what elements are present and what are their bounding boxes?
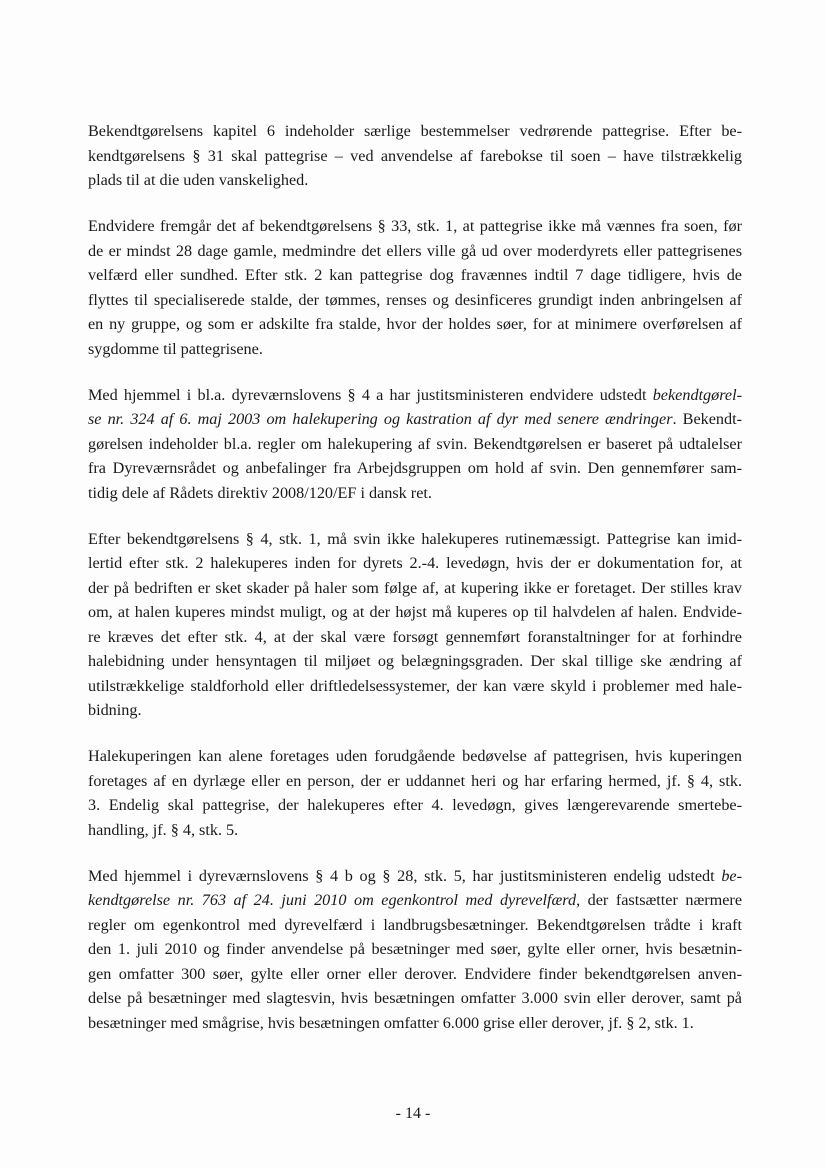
text-line: [88, 551, 742, 576]
text-line: [88, 674, 742, 699]
page-number: - 14 -: [395, 1105, 431, 1122]
text-segment: handling, jf. § 4, stk. 5.: [88, 820, 239, 839]
text-segment: Efter bekendtgørelsens § 4, stk. 1, må svin ikke halekuperes rutinemæssigt. Pattegrise kan imid-: [88, 529, 742, 548]
text-segment: 3. Endelig skal pattegrise, der halekuperes efter 4. levedøgn, gives længerevarende smertebe-: [88, 796, 742, 814]
text-segment: besætninger med smågrise, hvis besætningen omfatter 6.000 grise eller derover, jf. § 2, stk. 1.: [88, 1013, 694, 1032]
text-line: [88, 456, 742, 481]
text-line: [88, 600, 742, 625]
paragraph: [88, 383, 742, 506]
document-body: [88, 119, 742, 1057]
text-line: [88, 214, 742, 239]
text-line: [88, 312, 742, 337]
text-segment: foretages af en dyrlæge eller en person, der er uddannet heri og har erfaring hermed, jf. § 4, stk.: [88, 771, 742, 790]
text-line: [88, 625, 742, 650]
text-line: [88, 937, 742, 962]
text-segment: halebidning under hensyntagen til miljøet og belægningsgraden. Der skal tillige ske ændring af: [88, 652, 742, 670]
text-line: [88, 337, 742, 362]
text-segment: den 1. juli 2010 og finder anvendelse på besætninger med søer, gylte eller orner, hvis besætnin-: [88, 940, 742, 958]
paragraph: [88, 527, 742, 723]
text-segment: Halekuperingen kan alene foretages uden forudgående bedøvelse af pattegrisen, hvis kuperingen: [88, 747, 742, 765]
text-segment: gørelsen indeholder bl.a. regler om halekupering af svin. Bekendtgørelsen er baseret på udtalelser: [88, 434, 742, 453]
text-segment: flyttes til specialiserede stalde, der tømmes, renses og desinficeres grundigt inden anbringelsen af: [88, 290, 742, 309]
text-line: [88, 144, 742, 169]
text-segment: sygdomme til pattegrisene.: [88, 339, 263, 358]
text-segment: . Bekendt-: [672, 410, 742, 428]
paragraph: [88, 864, 742, 1036]
text-line: [88, 888, 742, 913]
text-line: [88, 119, 742, 144]
paragraph: [88, 744, 742, 842]
text-line: [88, 1011, 742, 1036]
text-line: [88, 962, 742, 987]
text-segment: regler om egenkontrol med dyrevelfærd i landbrugsbesætninger. Bekendtgørelsen trådte i kraft: [88, 915, 742, 934]
text-line: [88, 527, 742, 552]
text-line: [88, 986, 742, 1011]
text-segment: lertid efter stk. 2 halekuperes inden for dyrets 2.-4. levedøgn, hvis der er dokumentation for, at: [88, 554, 742, 572]
text-segment: der på bedriften er sket skader på haler som følge af, at kupering ikke er foretaget. Der stilles krav: [88, 578, 742, 597]
italic-citation: be-: [721, 866, 742, 885]
text-segment: fra Dyreværnsrådet og anbefalinger fra Arbejdsgruppen om hold af svin. Den gennemfører sam-: [88, 459, 742, 477]
text-line: [88, 432, 742, 457]
text-segment: , der fastsætter nærmere: [576, 891, 743, 909]
text-line: [88, 649, 742, 674]
italic-citation: kendtgørelse nr. 763 af 24. juni 2010 om egenkontrol med dyrevelfærd: [88, 891, 577, 909]
text-line: [88, 769, 742, 794]
text-line: [88, 698, 742, 723]
text-line: [88, 793, 742, 818]
text-segment: plads til at die uden vanskelighed.: [88, 171, 309, 189]
text-line: [88, 818, 742, 843]
text-line: [88, 407, 742, 432]
text-line: [88, 481, 742, 506]
italic-citation: bekendtgørel-: [652, 385, 742, 404]
text-segment: re kræves det efter stk. 4, at der skal være forsøgt gennemført foranstaltninger for at forhindre: [88, 627, 742, 646]
text-segment: en ny gruppe, og som er adskilte fra stalde, hvor der holdes søer, for at minimere overførelsen af: [88, 315, 742, 333]
text-line: [88, 263, 742, 288]
text-line: [88, 239, 742, 264]
paragraph: [88, 214, 742, 361]
text-segment: tidig dele af Rådets direktiv 2008/120/EF i dansk ret.: [88, 483, 432, 502]
italic-citation: se nr. 324 af 6. maj 2003 om halekupering og kastration af dyr med senere ændringer: [88, 410, 673, 428]
text-line: [88, 383, 742, 408]
text-line: [88, 864, 742, 889]
text-segment: gen omfatter 300 søer, gylte eller orner eller derover. Endvidere finder bekendtgørelsen anven-: [88, 964, 742, 983]
text-line: [88, 744, 742, 769]
text-line: [88, 168, 742, 193]
text-segment: Endvidere fremgår det af bekendtgørelsens § 33, stk. 1, at pattegrise ikke må vænnes fra soen, før: [88, 217, 742, 235]
paragraph: [88, 119, 742, 193]
text-segment: kendtgørelsens § 31 skal pattegrise – ved anvendelse af farebokse til soen – have tilstrækkelig: [88, 146, 742, 165]
text-segment: Med hjemmel i dyreværnslovens § 4 b og § 28, stk. 5, har justitsministeren endelig udstedt: [88, 866, 722, 885]
text-segment: om, at halen kuperes mindst muligt, og at der højst må kuperes op til halvdelen af halen. Endvide-: [88, 603, 742, 621]
text-segment: delse på besætninger med slagtesvin, hvis besætningen omfatter 3.000 svin eller derover, samt på: [88, 989, 742, 1007]
text-line: [88, 288, 742, 313]
text-segment: utilstrækkelige staldforhold eller driftledelsessystemer, der kan være skyld i problemer med hale-: [88, 676, 742, 695]
text-segment: Bekendtgørelsens kapitel 6 indeholder særlige bestemmelser vedrørende pattegrise. Efter be-: [88, 122, 742, 140]
text-segment: bidning.: [88, 701, 142, 719]
text-segment: de er mindst 28 dage gamle, medmindre det ellers ville gå ud over moderdyrets eller pattegrisenes: [88, 241, 742, 260]
text-line: [88, 576, 742, 601]
text-segment: Med hjemmel i bl.a. dyreværnslovens § 4 a har justitsministeren endvidere udstedt: [88, 385, 653, 404]
text-line: [88, 913, 742, 938]
text-segment: velfærd eller sundhed. Efter stk. 2 kan pattegrise dog fravænnes indtil 7 dage tidligere, hvis de: [88, 266, 742, 284]
